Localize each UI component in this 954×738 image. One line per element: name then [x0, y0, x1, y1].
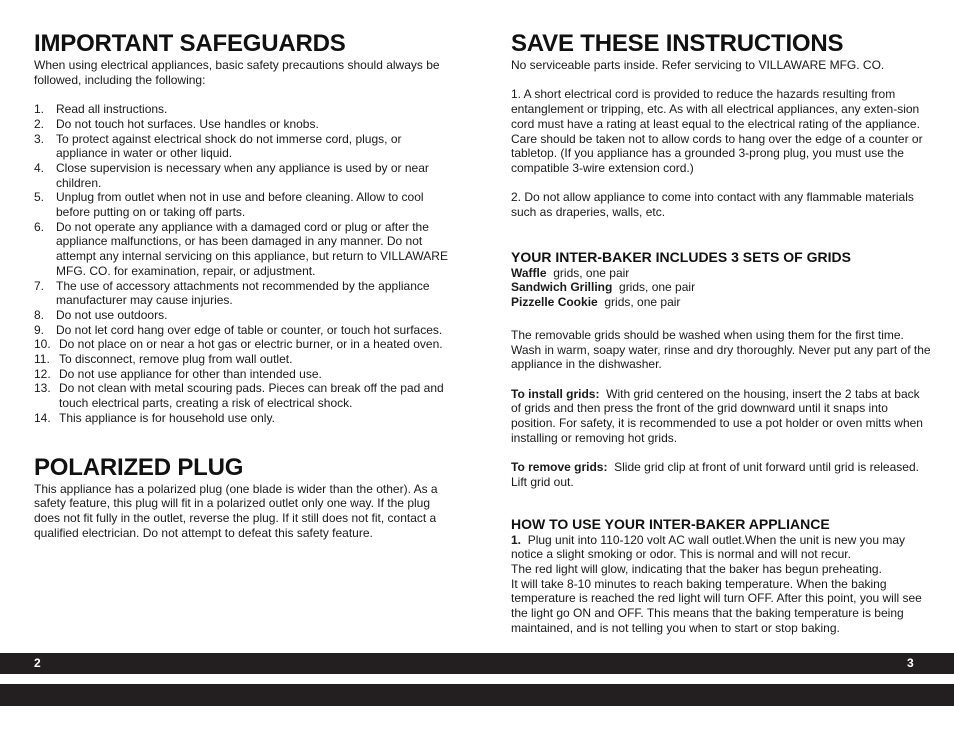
safeguard-num: 2. — [34, 116, 45, 131]
howto-step-1 — [511, 533, 931, 562]
save-instructions-heading: SAVE THESE INSTRUCTIONS — [511, 30, 844, 57]
safeguard-num: 9. — [34, 322, 45, 337]
safeguard-item — [34, 161, 454, 190]
page-number-right: 3 — [907, 656, 914, 670]
safeguard-item — [34, 381, 454, 410]
grids-list — [511, 266, 931, 310]
safeguard-num: 5. — [34, 190, 45, 205]
footer-bar — [0, 653, 954, 674]
howto-line-3: It will take 8-10 minutes to reach baking temperature. When the baking temperature is reached the red light will turn OFF. After this point, you will see the light go ON and OFF. This means that the baking temperature is being maintained, and is not telling you when to start or stop baking. — [511, 576, 922, 635]
safeguard-text: Do not clean with metal scouring pads. Pieces can break off the pad and touch electrical parts, creating a risk of electrical shock. — [59, 381, 444, 411]
left-page — [34, 30, 454, 540]
grid-item — [511, 280, 931, 295]
safeguard-num: 8. — [34, 307, 45, 322]
safeguard-text: Do not let cord hang over edge of table or counter, or touch hot surfaces. — [56, 322, 443, 337]
safeguard-text: To protect against electrical shock do not immerse cord, plugs, or appliance in water or other liquid. — [56, 131, 402, 161]
safeguard-text: Unplug from outlet when not in use and before cleaning. Allow to cool before putting on or taking off parts. — [56, 190, 424, 220]
safeguard-text: Do not use outdoors. — [56, 307, 168, 322]
grid-item — [511, 295, 931, 310]
page-number-left: 2 — [34, 656, 41, 670]
safeguard-num: 4. — [34, 160, 45, 175]
safeguard-item — [34, 352, 454, 367]
safeguard-item — [34, 220, 454, 279]
grid-name: Waffle — [511, 265, 547, 280]
save-intro: No serviceable parts inside. Refer servicing to VILLAWARE MFG. CO. — [511, 58, 885, 72]
install-grids-paragraph — [511, 387, 931, 446]
safeguard-num: 1. — [34, 102, 45, 117]
howto-heading: HOW TO USE YOUR INTER-BAKER APPLIANCE — [511, 515, 830, 532]
grid-desc: grids, one pair — [619, 280, 696, 295]
howto-num: 1. — [511, 532, 522, 547]
bottom-bar — [0, 684, 954, 706]
save-item-1: 1. A short electrical cord is provided to reduce the hazards resulting from entanglement or tripping, etc. As with all electrical appliances, any exten-sion cord must have a rating at least equal to the electrical rating of the appliance. Care should be taken not to allow cords to hang over the edge of a counter or tabletop. (If you appliance has a grounded 3-prong plug, you must use the compatible 3-wire extension cord.) — [511, 87, 923, 175]
safeguard-text: This appliance is for household use only. — [59, 410, 275, 425]
remove-label: To remove grids: — [511, 460, 608, 475]
safeguard-item — [34, 367, 454, 382]
safeguard-item — [34, 323, 454, 338]
safeguard-text: To disconnect, remove plug from wall outlet. — [59, 352, 293, 367]
safeguards-heading: IMPORTANT SAFEGUARDS — [34, 30, 346, 57]
safeguard-text: Do not place on or near a hot gas or electric burner, or in a heated oven. — [59, 337, 443, 352]
safeguard-item — [34, 308, 454, 323]
safeguard-item — [34, 190, 454, 219]
wash-text: The removable grids should be washed when using them for the first time. Wash in warm, soapy water, rinse and dry thoroughly. Never put any part of the appliance in the dishwasher. — [511, 327, 931, 372]
safeguards-list — [34, 102, 454, 425]
safeguard-item — [34, 132, 454, 161]
safeguard-num: 12. — [34, 366, 51, 381]
safeguard-text: Read all instructions. — [56, 102, 168, 117]
howto-line-2: The red light will glow, indicating that the baker has begun preheating. — [511, 561, 882, 576]
safeguard-num: 3. — [34, 131, 45, 146]
remove-text: Slide grid clip at front of unit forward until grid is released. Lift grid out. — [511, 460, 919, 489]
safeguard-item — [34, 102, 454, 117]
safeguard-text: The use of accessory attachments not recommended by the appliance manufacturer may cause injuries. — [56, 278, 430, 308]
safeguard-item — [34, 411, 454, 426]
polarized-plug-text: This appliance has a polarized plug (one blade is wider than the other). As a safety feature, this plug will fit in a polarized outlet only one way. If the plug does not fit fully in the outlet, reverse the plug. If it still does not fit, contact a qualified electrician. Do not attempt to defeat this safety feature. — [34, 481, 438, 540]
safeguard-num: 11. — [34, 352, 50, 367]
safeguard-num: 10. — [34, 337, 51, 352]
grid-desc: grids, one pair — [553, 265, 630, 280]
safeguard-item — [34, 337, 454, 352]
safeguard-text: Do not touch hot surfaces. Use handles or knobs. — [56, 116, 319, 131]
safeguard-num: 6. — [34, 219, 45, 234]
grid-name: Pizzelle Cookie — [511, 295, 598, 310]
remove-grids-paragraph — [511, 460, 931, 489]
safeguard-num: 13. — [34, 381, 51, 396]
polarized-plug-heading: POLARIZED PLUG — [34, 453, 244, 481]
safeguard-item — [34, 279, 454, 308]
grid-desc: grids, one pair — [604, 295, 681, 310]
howto-text: Plug unit into 110-120 volt AC wall outlet.When the unit is new you may notice a slight smoking or odor. This is normal and will not recur. — [511, 532, 906, 562]
safeguards-intro: When using electrical appliances, basic safety precautions should always be followed, including the following: — [34, 58, 440, 87]
safeguard-text: Do not operate any appliance with a damaged cord or plug or after the appliance malfunctions, or has been damaged in any manner. Do not attempt any internal servicing on this appliance, but return to VILLAWARE MFG. CO. for examination, repair, or adjustment. — [56, 219, 448, 278]
safeguard-text: Do not use appliance for other than intended use. — [59, 366, 322, 381]
safeguard-item — [34, 117, 454, 132]
install-text: With grid centered on the housing, insert the 2 tabs at back of grids and then press the front of the grid downward until it snaps into position. For safety, it is recommended to use a pot holder or oven mitts when installing or removing hot grids. — [511, 386, 923, 445]
save-item-2: 2. Do not allow appliance to come into contact with any flammable materials such as draperies, walls, etc. — [511, 190, 914, 219]
grids-heading: YOUR INTER-BAKER INCLUDES 3 SETS OF GRIDS — [511, 248, 851, 265]
right-page — [511, 30, 931, 635]
safeguard-text: Close supervision is necessary when any appliance is used by or near children. — [56, 160, 429, 190]
install-label: To install grids: — [511, 386, 600, 401]
grid-item — [511, 266, 931, 281]
grid-name: Sandwich Grilling — [511, 280, 613, 295]
safeguard-num: 7. — [34, 278, 45, 293]
safeguard-num: 14. — [34, 410, 51, 425]
